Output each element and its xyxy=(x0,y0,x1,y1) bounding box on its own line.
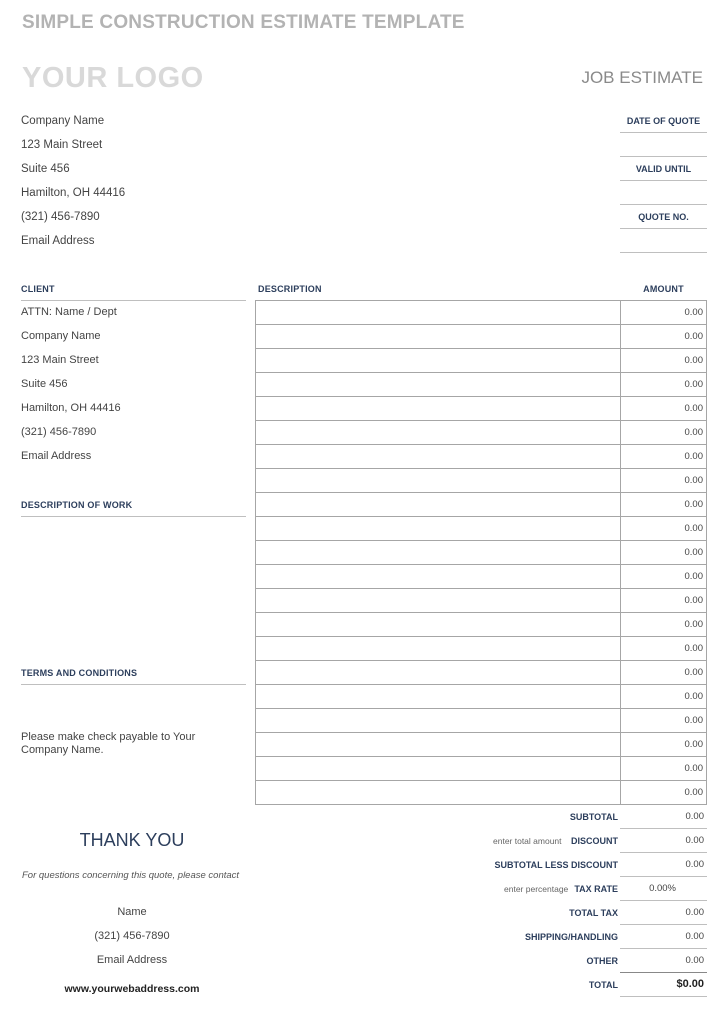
row-description-cell[interactable] xyxy=(255,685,621,708)
client-phone: (321) 456-7890 xyxy=(21,426,97,438)
total-value: $0.00 xyxy=(676,978,704,990)
row-description-cell[interactable] xyxy=(255,517,621,540)
thank-you-heading: THANK YOU xyxy=(79,830,185,850)
row-amount-cell[interactable]: 0.00 xyxy=(621,517,707,540)
company-name: Company Name xyxy=(21,115,105,127)
company-email: Email Address xyxy=(21,235,95,247)
quote-number-rule xyxy=(620,228,707,229)
row-description-cell[interactable] xyxy=(255,325,621,348)
row-amount-cell[interactable]: 0.00 xyxy=(621,445,707,468)
quote-number-label: QUOTE NO. xyxy=(638,212,689,222)
tax-rate-label: TAX RATE xyxy=(574,884,618,894)
table-row xyxy=(255,589,707,613)
company-street: 123 Main Street xyxy=(21,139,103,151)
table-row xyxy=(255,709,707,733)
row-amount-cell[interactable]: 0.00 xyxy=(621,301,707,324)
row-description-cell[interactable] xyxy=(255,757,621,780)
tax-rate-hint: enter percentage xyxy=(504,884,569,894)
contact-name: Name xyxy=(117,906,147,918)
contact-phone: (321) 456-7890 xyxy=(94,930,170,942)
valid-until-label: VALID UNTIL xyxy=(635,164,692,174)
client-suite: Suite 456 xyxy=(21,378,68,390)
table-row xyxy=(255,661,707,685)
company-city: Hamilton, OH 44416 xyxy=(21,187,126,199)
other-rule xyxy=(620,972,707,973)
other-value[interactable]: 0.00 xyxy=(685,955,704,966)
row-amount-cell[interactable]: 0.00 xyxy=(621,349,707,372)
row-amount-cell[interactable]: 0.00 xyxy=(621,541,707,564)
table-row xyxy=(255,613,707,637)
website-link[interactable]: www.yourwebaddress.com xyxy=(64,983,200,995)
row-description-cell[interactable] xyxy=(255,469,621,492)
subtotal-rule xyxy=(620,828,707,829)
valid-until-rule xyxy=(620,180,707,181)
row-amount-cell[interactable]: 0.00 xyxy=(621,709,707,732)
discount-value[interactable]: 0.00 xyxy=(685,835,704,846)
row-amount-cell[interactable]: 0.00 xyxy=(621,565,707,588)
row-description-cell[interactable] xyxy=(255,541,621,564)
total-rule xyxy=(620,996,707,997)
table-row xyxy=(255,373,707,397)
table-row xyxy=(255,301,707,325)
row-description-cell[interactable] xyxy=(255,637,621,660)
row-description-cell[interactable] xyxy=(255,781,621,804)
amount-column-header: AMOUNT xyxy=(643,284,684,294)
row-amount-cell[interactable]: 0.00 xyxy=(621,589,707,612)
subtotal-less-discount-value: 0.00 xyxy=(685,859,704,870)
row-description-cell[interactable] xyxy=(255,301,621,324)
table-row xyxy=(255,565,707,589)
client-attn: ATTN: Name / Dept xyxy=(21,306,117,318)
terms-label: TERMS AND CONDITIONS xyxy=(21,668,138,678)
subtotal-value: 0.00 xyxy=(685,811,704,822)
row-amount-cell[interactable]: 0.00 xyxy=(621,421,707,444)
client-company-name: Company Name xyxy=(21,330,101,342)
total-label: TOTAL xyxy=(588,980,618,990)
quote-number-field[interactable] xyxy=(620,252,707,253)
client-label: CLIENT xyxy=(21,284,55,294)
contact-note: For questions concerning this quote, please contact xyxy=(22,870,240,881)
row-amount-cell[interactable]: 0.00 xyxy=(621,397,707,420)
row-description-cell[interactable] xyxy=(255,565,621,588)
row-description-cell[interactable] xyxy=(255,397,621,420)
row-amount-cell[interactable]: 0.00 xyxy=(621,781,707,804)
row-amount-cell[interactable]: 0.00 xyxy=(621,685,707,708)
row-amount-cell[interactable]: 0.00 xyxy=(621,325,707,348)
company-phone: (321) 456-7890 xyxy=(21,211,100,223)
total-tax-value: 0.00 xyxy=(685,907,704,918)
table-row xyxy=(255,733,707,757)
table-row xyxy=(255,421,707,445)
table-row xyxy=(255,637,707,661)
terms-text-line1: Please make check payable to Your xyxy=(21,731,196,743)
document-type: JOB ESTIMATE xyxy=(581,68,703,87)
table-row xyxy=(255,541,707,565)
row-description-cell[interactable] xyxy=(255,421,621,444)
other-label: OTHER xyxy=(586,956,618,966)
row-description-cell[interactable] xyxy=(255,661,621,684)
row-description-cell[interactable] xyxy=(255,733,621,756)
row-amount-cell[interactable]: 0.00 xyxy=(621,469,707,492)
table-row xyxy=(255,397,707,421)
table-row xyxy=(255,469,707,493)
table-row xyxy=(255,493,707,517)
description-of-work-rule xyxy=(21,516,246,517)
row-description-cell[interactable] xyxy=(255,613,621,636)
row-description-cell[interactable] xyxy=(255,349,621,372)
total-tax-label: TOTAL TAX xyxy=(569,908,618,918)
row-amount-cell[interactable]: 0.00 xyxy=(621,493,707,516)
description-column-header: DESCRIPTION xyxy=(258,284,322,294)
line-items-table xyxy=(255,300,707,805)
logo-placeholder: YOUR LOGO xyxy=(22,62,204,94)
row-description-cell[interactable] xyxy=(255,373,621,396)
shipping-label: SHIPPING/HANDLING xyxy=(524,932,618,942)
row-amount-cell[interactable]: 0.00 xyxy=(621,637,707,660)
tax-rate-rule xyxy=(620,900,707,901)
company-suite: Suite 456 xyxy=(21,163,70,175)
discount-rule xyxy=(620,852,707,853)
client-email: Email Address xyxy=(21,450,92,462)
terms-rule xyxy=(21,684,246,685)
client-street: 123 Main Street xyxy=(21,354,99,366)
terms-text-line2: Company Name. xyxy=(21,744,104,756)
shipping-value[interactable]: 0.00 xyxy=(685,931,704,942)
row-description-cell[interactable] xyxy=(255,493,621,516)
date-of-quote-field[interactable] xyxy=(620,156,707,157)
date-of-quote-rule xyxy=(620,132,707,133)
row-description-cell[interactable] xyxy=(255,589,621,612)
row-amount-cell[interactable]: 0.00 xyxy=(621,373,707,396)
client-city: Hamilton, OH 44416 xyxy=(21,402,121,414)
subtotal-label: SUBTOTAL xyxy=(569,812,618,822)
row-amount-cell[interactable]: 0.00 xyxy=(621,733,707,756)
table-row xyxy=(255,757,707,781)
date-of-quote-label: DATE OF QUOTE xyxy=(626,116,701,126)
discount-label: DISCOUNT xyxy=(571,836,618,846)
template-title: SIMPLE CONSTRUCTION ESTIMATE TEMPLATE xyxy=(22,12,465,33)
row-amount-cell[interactable]: 0.00 xyxy=(621,661,707,684)
table-row xyxy=(255,349,707,373)
valid-until-field[interactable] xyxy=(620,204,707,205)
subtotal-less-discount-label: SUBTOTAL LESS DISCOUNT xyxy=(494,860,618,870)
tax-rate-value[interactable]: 0.00% xyxy=(649,883,676,894)
table-row xyxy=(255,781,707,805)
row-amount-cell[interactable]: 0.00 xyxy=(621,613,707,636)
subtotal-less-discount-rule xyxy=(620,876,707,877)
contact-email: Email Address xyxy=(96,954,168,966)
shipping-rule xyxy=(620,948,707,949)
total-tax-rule xyxy=(620,924,707,925)
row-amount-cell[interactable]: 0.00 xyxy=(621,757,707,780)
table-row xyxy=(255,685,707,709)
table-row xyxy=(255,517,707,541)
row-description-cell[interactable] xyxy=(255,445,621,468)
table-row xyxy=(255,325,707,349)
table-row xyxy=(255,445,707,469)
discount-hint: enter total amount xyxy=(493,836,562,846)
client-rule xyxy=(21,300,246,301)
row-description-cell[interactable] xyxy=(255,709,621,732)
description-of-work-label: DESCRIPTION OF WORK xyxy=(21,500,133,510)
